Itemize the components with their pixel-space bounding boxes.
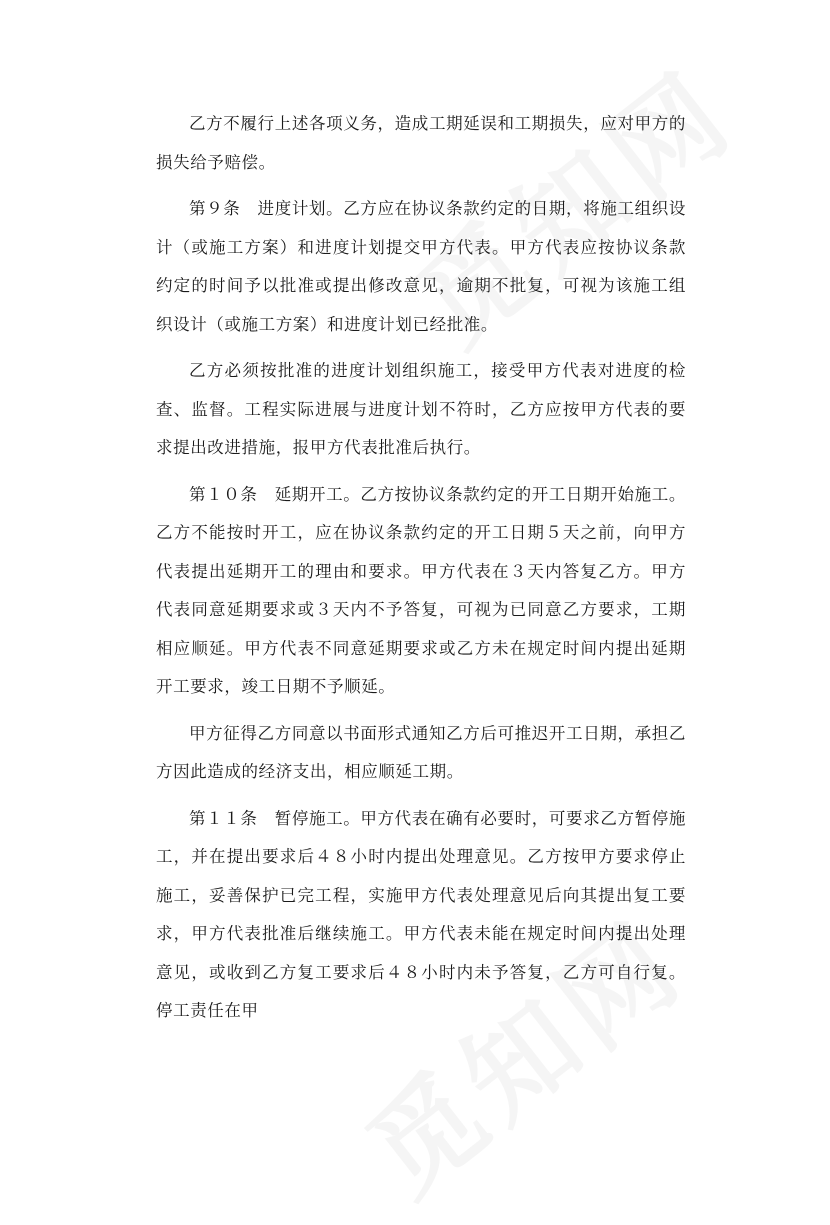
paragraph-article-9: 第９条 进度计划。乙方应在协议条款约定的日期，将施工组织设计（或施工方案）和进度计划提交甲方代表。甲方代表应按协议条款约定的时间予以批准或提出修改意见，逾期不批复，可视为该施工组织设计（或施工方案）和进度计划已经批准。 [156, 199, 686, 334]
paragraph-article-10: 第１０条 延期开工。乙方按协议条款约定的开工日期开始施工。乙方不能按时开工，应在协议条款约定的开工日期５天之前，向甲方代表提出延期开工的理由和要求。甲方代表在３天内答复乙方。甲方代表同意延期要求或３天内不予答复，可视为已同意乙方要求，工期相应顺延。甲方代表不同意延期要求或乙方未在规定时间内提出延期开工要求，竣工日期不予顺延。 [156, 484, 686, 696]
paragraph-compensation: 乙方不履行上述各项义务，造成工期延误和工期损失，应对甲方的损失给予赔偿。 [156, 114, 686, 172]
paragraph-article-11: 第１１条 暂停施工。甲方代表在确有必要时，可要求乙方暂停施工，并在提出要求后４８小时内提出处理意见。乙方按甲方要求停止施工，妥善保护已完工程，实施甲方代表处理意见后向其提出复工要求，甲方代表批准后继续施工。甲方代表未能在规定时间内提出处理意见，或收到乙方复工要求后４８小时内未予答复，乙方可自行复。停工责任在甲 [156, 808, 686, 1020]
paragraph-progress-plan: 乙方必须按批准的进度计划组织施工，接受甲方代表对进度的检查、监督。工程实际进展与进度计划不符时，乙方应按甲方代表的要求提出改进措施，报甲方代表批准后执行。 [156, 361, 686, 457]
document-body [156, 105, 686, 1039]
paragraph-postpone-start: 甲方征得乙方同意以书面形式通知乙方后可推迟开工日期，承担乙方因此造成的经济支出，相应顺延工期。 [156, 723, 686, 781]
